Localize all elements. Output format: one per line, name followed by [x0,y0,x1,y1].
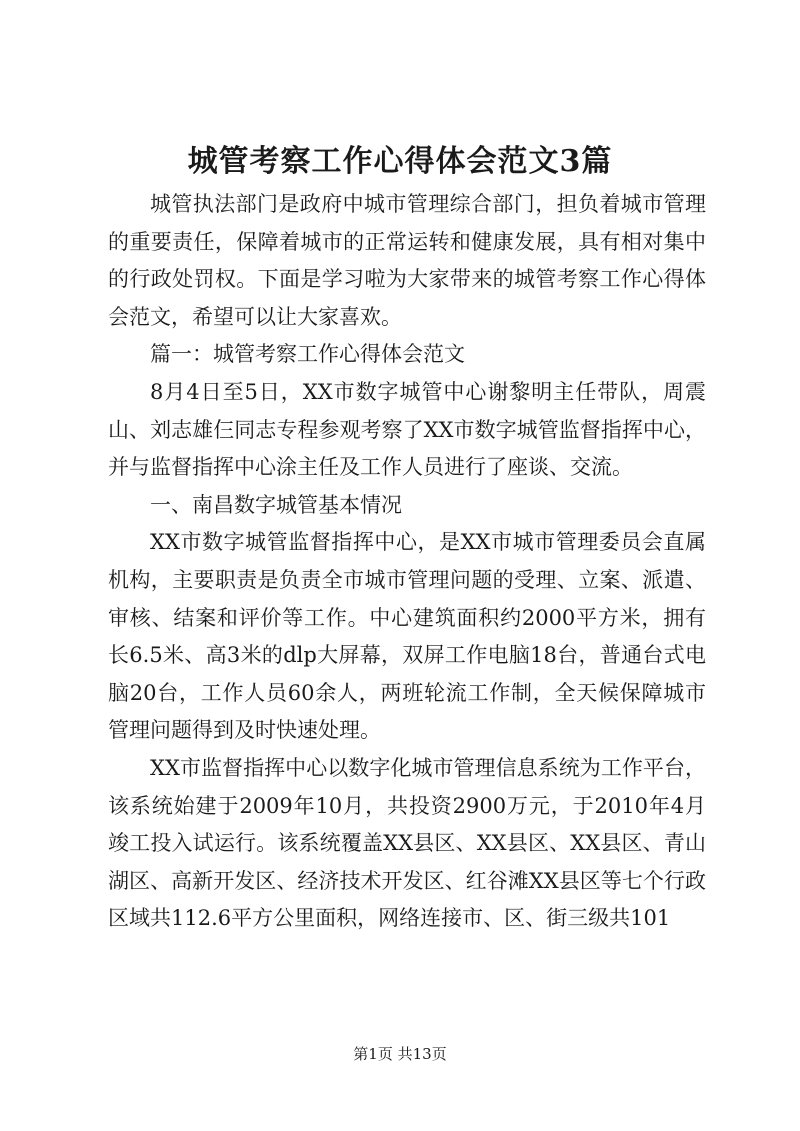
center-description-paragraph: XX市数字城管监督指挥中心，是XX市城市管理委员会直属机构，主要职责是负责全市城市管理问题的受理、立案、派遣、审核、结案和评价等工作。中心建筑面积约2000平方米，拥有长6.5米、高3米的dlp大屏幕，双屏工作电脑18台，普通台式电脑20台，工作人员60余人，两班轮流工作制，全天候保障城市管理问题得到及时快速处理。 [108,530,706,743]
document-title: 城管考察工作心得体会范文3篇 [187,144,613,179]
document-body [108,186,706,938]
intro-paragraph: 城管执法部门是政府中城市管理综合部门，担负着城市管理的重要责任，保障着城市的正常运转和健康发展，具有相对集中的行政处罚权。下面是学习啦为大家带来的城管考察工作心得体会范文，希望可以让大家喜欢。 [108,192,706,329]
visit-paragraph: 8月4日至5日，XX市数字城管中心谢黎明主任带队，周震山、刘志雄仨同志专程参观考察了XX市数字城管监督指挥中心，并与监督指挥中心涂主任及工作人员进行了座谈、交流。 [108,379,706,480]
page-number-footer: 第1页 共13页 [353,1045,447,1063]
system-description-paragraph: XX市监督指挥中心以数字化城市管理信息系统为工作平台，该系统始建于2009年10月，共投资2900万元，于2010年4月竣工投入试运行。该系统覆盖XX县区、XX县区、XX县区、青山湖区、高新开发区、经济技术开发区、红谷滩XX县区等七个行政区域共112.6平方公里面积，网络连接市、区、街三级共101 [108,755,706,931]
section-heading-part-one: 篇一：城管考察工作心得体会范文 [150,342,465,367]
section-heading-basic-info: 一、南昌数字城管基本情况 [150,492,402,517]
